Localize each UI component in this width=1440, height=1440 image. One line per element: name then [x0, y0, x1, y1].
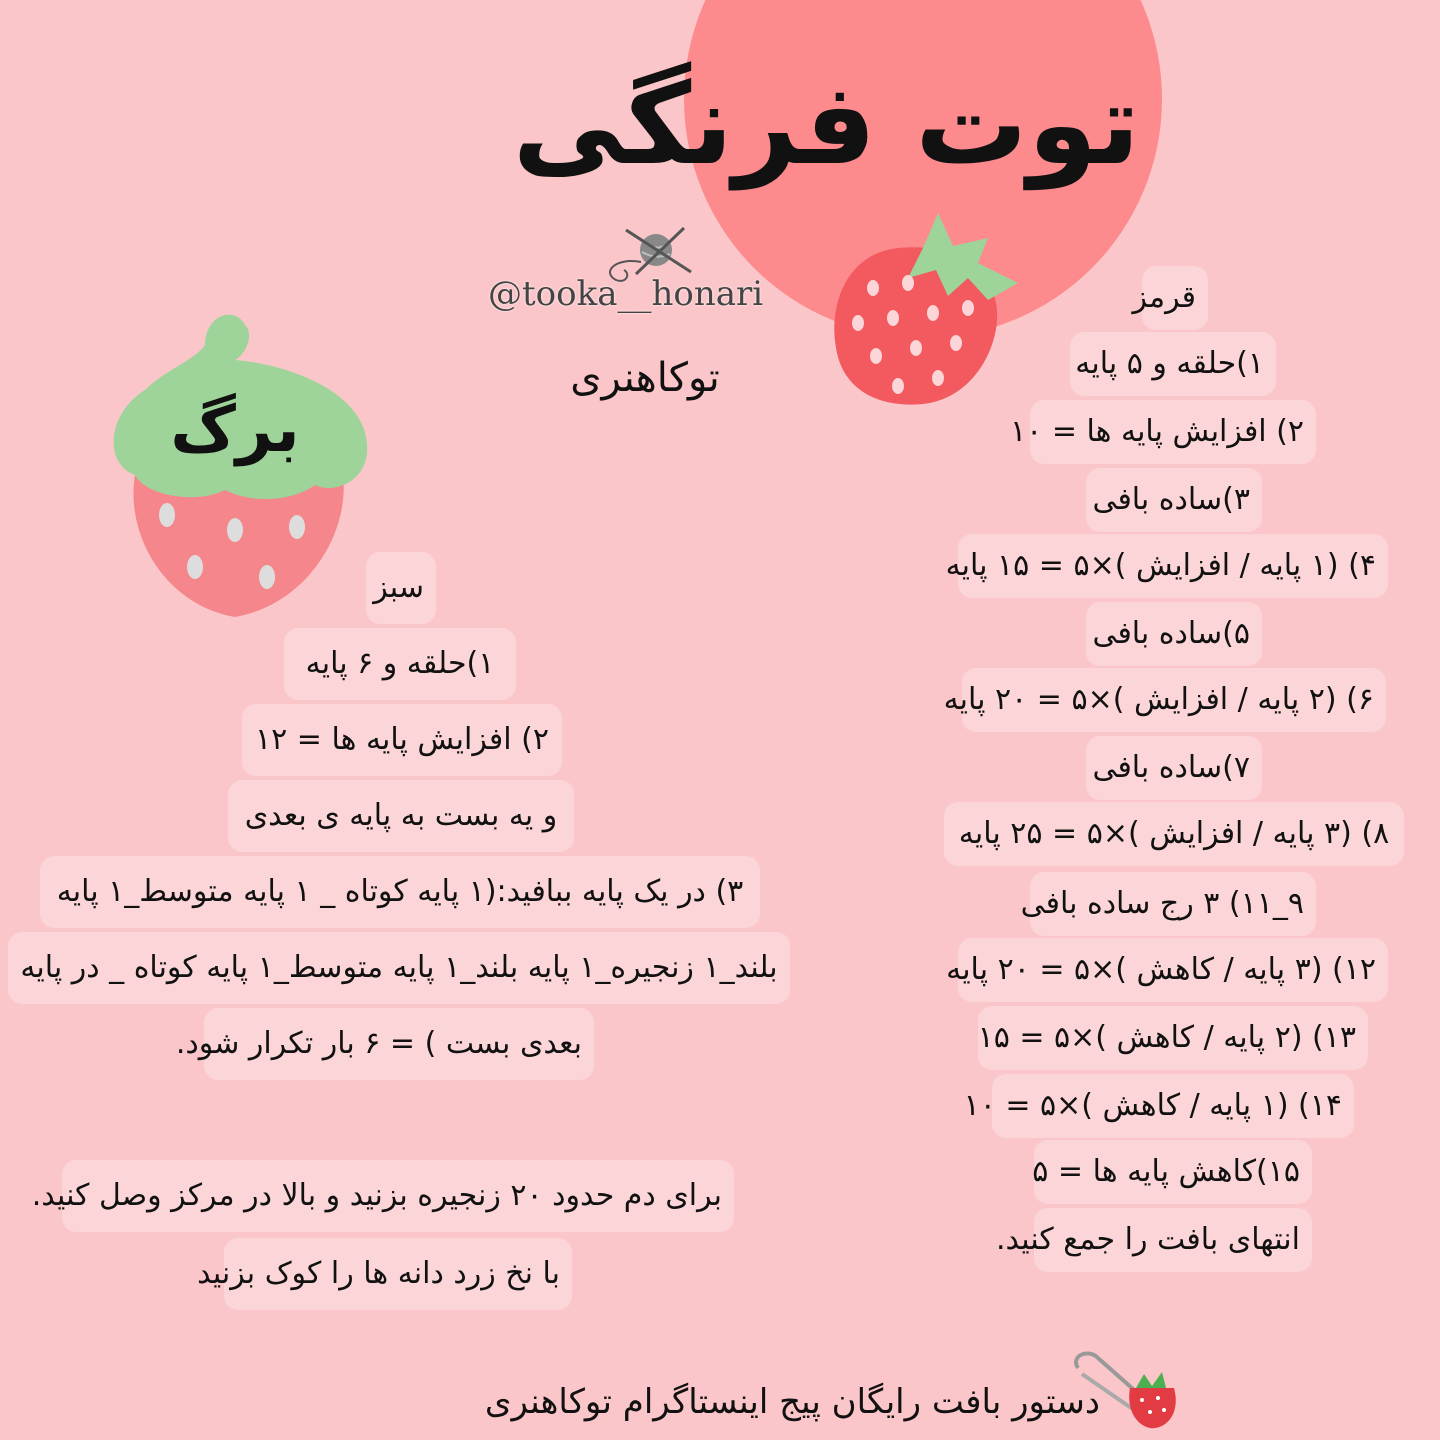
list-item: ۸) (۳ پایه / افزایش )×۵ = ۲۵ پایه: [944, 802, 1404, 866]
green-heading: سبز: [366, 552, 436, 624]
list-item: ۷)ساده بافی: [1086, 736, 1262, 800]
list-item: ۲) افزایش پایه ها = ۱۲: [242, 704, 562, 776]
instagram-handle: @tooka__honari: [488, 274, 764, 314]
footer-credit: دستور بافت رایگان پیج اینستاگرام توکاهنری: [484, 1382, 1100, 1422]
list-item: ۱۵)کاهش پایه ها = ۵: [1034, 1140, 1312, 1204]
leaf-label: برگ: [170, 393, 300, 467]
list-item: ۵)ساده بافی: [1086, 602, 1262, 666]
list-item: ۴) (۱ پایه / افزایش )×۵ = ۱۵ پایه: [958, 534, 1388, 598]
list-item: بلند_۱ زنجیره_۱ پایه بلند_۱ پایه متوسط_۱ پایه کوتاه _ در پایه: [8, 932, 790, 1004]
red-heading: قرمز: [1142, 266, 1208, 330]
list-item: ۱۲) (۳ پایه / کاهش )×۵ = ۲۰ پایه: [958, 938, 1388, 1002]
list-item: ۱۳) (۲ پایه / کاهش )×۵ = ۱۵: [978, 1006, 1368, 1070]
tail-note: برای دم حدود ۲۰ زنجیره بزنید و بالا در مرکز وصل کنید.: [62, 1160, 734, 1232]
page-title: توت فرنگی: [512, 60, 1140, 190]
list-item: انتهای بافت را جمع کنید.: [1034, 1208, 1312, 1272]
list-item: ۲) افزایش پایه ها = ۱۰: [1030, 400, 1316, 464]
list-item: ۱)حلقه و ۶ پایه: [284, 628, 516, 700]
brand-name: توکاهنری: [570, 355, 720, 401]
list-item: ۶) (۲ پایه / افزایش )×۵ = ۲۰ پایه: [962, 668, 1386, 732]
list-item: ۳)ساده بافی: [1086, 468, 1262, 532]
list-item: ۱)حلقه و ۵ پایه: [1070, 332, 1276, 396]
list-item: بعدی بست ) = ۶ بار تکرار شود.: [204, 1008, 594, 1080]
list-item: و یه بست به پایه ی بعدی: [228, 780, 574, 852]
tail-note: با نخ زرد دانه ها را کوک بزنید: [224, 1238, 572, 1310]
list-item: ۱۴) (۱ پایه / کاهش )×۵ = ۱۰: [992, 1074, 1354, 1138]
list-item: ۳) در یک پایه ببافید:(۱ پایه کوتاه _ ۱ پایه متوسط_۱ پایه: [40, 856, 760, 928]
list-item: ۹_۱۱) ۳ رج ساده بافی: [1030, 872, 1316, 936]
strawberry-icon: [828, 208, 1028, 413]
safety-pin-strawberry-icon: [1070, 1348, 1182, 1430]
